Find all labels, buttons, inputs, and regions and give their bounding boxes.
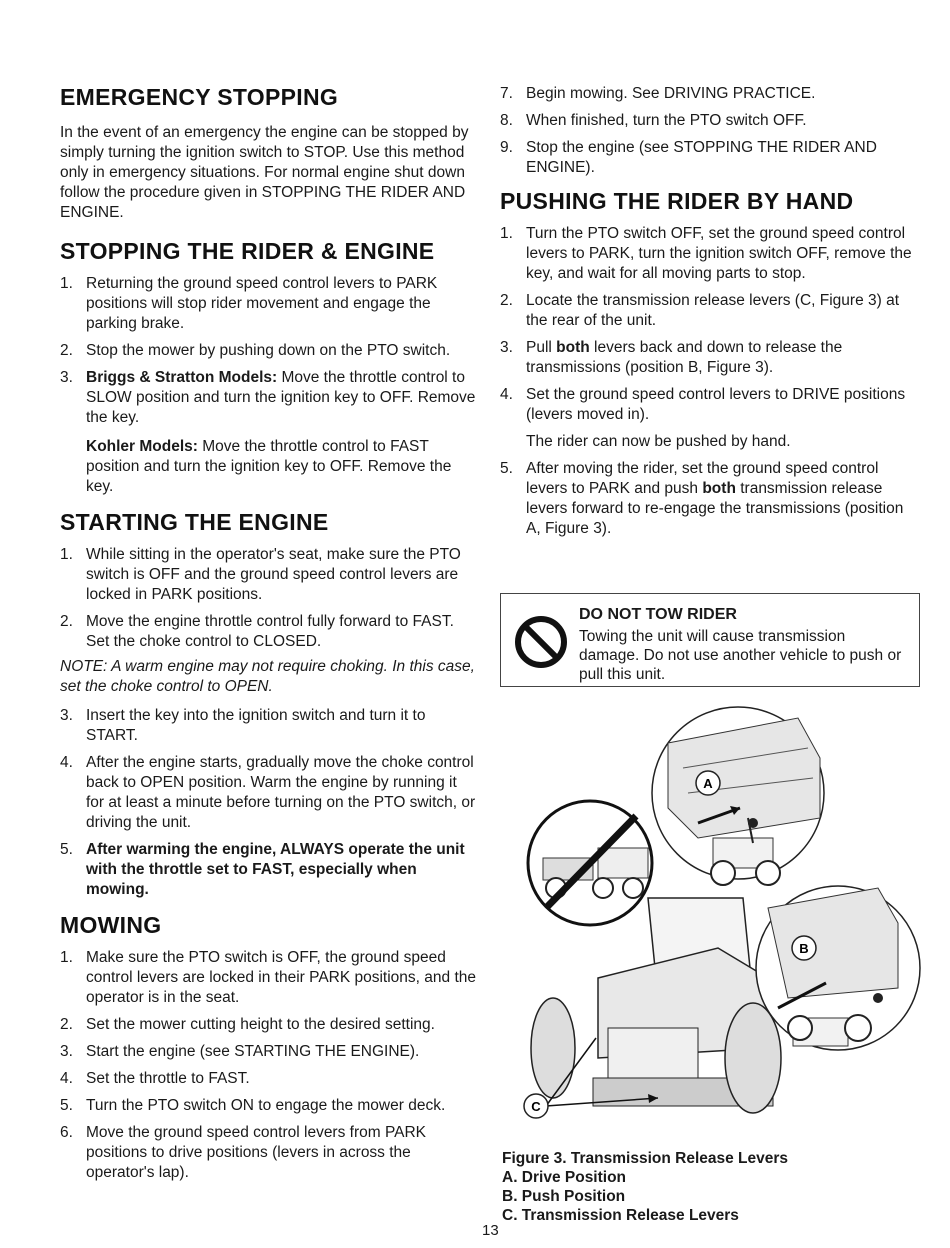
list-item: 2. Stop the mower by pushing down on the PTO switch. bbox=[60, 342, 451, 359]
figure-caption bbox=[502, 1149, 882, 1225]
list-item: 4. Set the ground speed control levers to DRIVE positions (levers moved in). bbox=[500, 386, 906, 423]
list-item: 1. While sitting in the operator's seat, make sure the PTO switch is OFF and the ground speed control levers are locked in PARK positions. bbox=[60, 546, 461, 603]
mowing-list-continued bbox=[500, 84, 912, 178]
stopping-list bbox=[60, 274, 476, 428]
push-note: The rider can now be pushed by hand. bbox=[526, 433, 791, 450]
mowing-heading: MOWING bbox=[60, 912, 162, 938]
warning-title: DO NOT TOW RIDER bbox=[579, 606, 737, 623]
list-item: 4. After the engine starts, gradually move the choke control back to OPEN position. Warm the engine by running it for at least a minute before turning on the PTO switch, or driving the unit. bbox=[60, 754, 476, 831]
list-item: 3. Insert the key into the ignition switch and turn it to START. bbox=[60, 707, 426, 744]
list-item: 4. Set the throttle to FAST. bbox=[60, 1070, 250, 1087]
caption-b: B. Push Position bbox=[502, 1188, 626, 1205]
warning-text: Towing the unit will cause transmission damage. Do not use another vehicle to push or pull this unit. bbox=[579, 628, 902, 683]
callout-c-label: C bbox=[531, 1099, 541, 1114]
list-item: 2. Move the engine throttle control fully forward to FAST. Set the choke control to CLOSED. bbox=[60, 613, 454, 650]
callout-a-label: A bbox=[703, 776, 713, 791]
stopping-heading: STOPPING THE RIDER & ENGINE bbox=[60, 238, 435, 264]
list-item: 8. When finished, turn the PTO switch OFF. bbox=[500, 112, 807, 129]
choke-note: NOTE: A warm engine may not require choking. In this case, set the choke control to OPEN. bbox=[60, 658, 475, 695]
list-item: 3. Pull both levers back and down to release the transmissions (position B, Figure 3). bbox=[500, 339, 843, 376]
list-item: 1. Returning the ground speed control levers to PARK positions will stop rider movement and engage the parking brake. bbox=[60, 275, 438, 332]
list-item: 1. Turn the PTO switch OFF, set the ground speed control levers to PARK, turn the ignition switch OFF, remove the key, and wait for all moving parts to stop. bbox=[500, 225, 912, 282]
callout-b-label: B bbox=[799, 941, 809, 956]
drive-position-inset bbox=[652, 707, 824, 885]
no-tow-inset bbox=[528, 801, 652, 925]
list-item: 2. Locate the transmission release levers (C, Figure 3) at the rear of the unit. bbox=[500, 292, 900, 329]
push-position-inset bbox=[756, 886, 920, 1050]
list-item: 5. Turn the PTO switch ON to engage the mower deck. bbox=[60, 1097, 446, 1114]
starting-list bbox=[60, 545, 476, 652]
starting-heading: STARTING THE ENGINE bbox=[60, 509, 329, 535]
no-symbol-icon bbox=[513, 614, 569, 670]
transmission-levers-figure bbox=[508, 698, 922, 1148]
caption-a: A. Drive Position bbox=[502, 1169, 627, 1186]
list-item: 3. Start the engine (see STARTING THE ENGINE). bbox=[60, 1043, 420, 1060]
list-item: 3. Briggs & Stratton Models: Move the throttle control to SLOW position and turn the ignition key to OFF. Remove the key. bbox=[60, 369, 476, 426]
list-item: 9. Stop the engine (see STOPPING THE RIDER AND ENGINE). bbox=[500, 139, 877, 176]
right-column bbox=[500, 84, 912, 546]
caption-title: Figure 3. Transmission Release Levers bbox=[502, 1150, 789, 1167]
list-item: 1. Make sure the PTO switch is OFF, the ground speed control levers are locked in their PARK positions, and the operator is in the seat. bbox=[60, 949, 476, 1006]
list-item: 5. After moving the rider, set the ground speed control levers to PARK and push both transmission release levers forward to re-engage the transmissions (position A, Figure 3). bbox=[500, 460, 904, 537]
list-item: 7. Begin mowing. See DRIVING PRACTICE. bbox=[500, 85, 816, 102]
page-number: 13 bbox=[482, 1222, 499, 1239]
emergency-stopping-heading: EMERGENCY STOPPING bbox=[60, 84, 339, 110]
do-not-tow-warning bbox=[500, 593, 920, 687]
pushing-list-continued bbox=[500, 459, 912, 539]
list-item: 5. After warming the engine, ALWAYS operate the unit with the throttle set to FAST, especially when mowing. bbox=[60, 841, 465, 898]
kohler-note: Kohler Models: Move the throttle control to FAST position and turn the ignition key to OFF. Remove the key. bbox=[86, 438, 452, 495]
list-item: 2. Set the mower cutting height to the desired setting. bbox=[60, 1016, 435, 1033]
mowing-list bbox=[60, 948, 476, 1183]
pushing-heading: PUSHING THE RIDER BY HAND bbox=[500, 188, 854, 214]
starting-list-continued bbox=[60, 706, 476, 900]
emergency-stopping-body: In the event of an emergency the engine can be stopped by simply turning the ignition switch to STOP. Use this method only in emergency situations. For normal engine shut down follow the procedure given in STOPPING THE RIDER AND ENGINE. bbox=[60, 124, 469, 221]
rider-illustration bbox=[531, 898, 781, 1113]
left-column bbox=[60, 84, 476, 1190]
list-item: 6. Move the ground speed control levers from PARK positions to drive positions (levers in across the operator's lap). bbox=[60, 1124, 427, 1181]
pushing-list bbox=[500, 224, 912, 425]
caption-c: C. Transmission Release Levers bbox=[502, 1207, 739, 1224]
